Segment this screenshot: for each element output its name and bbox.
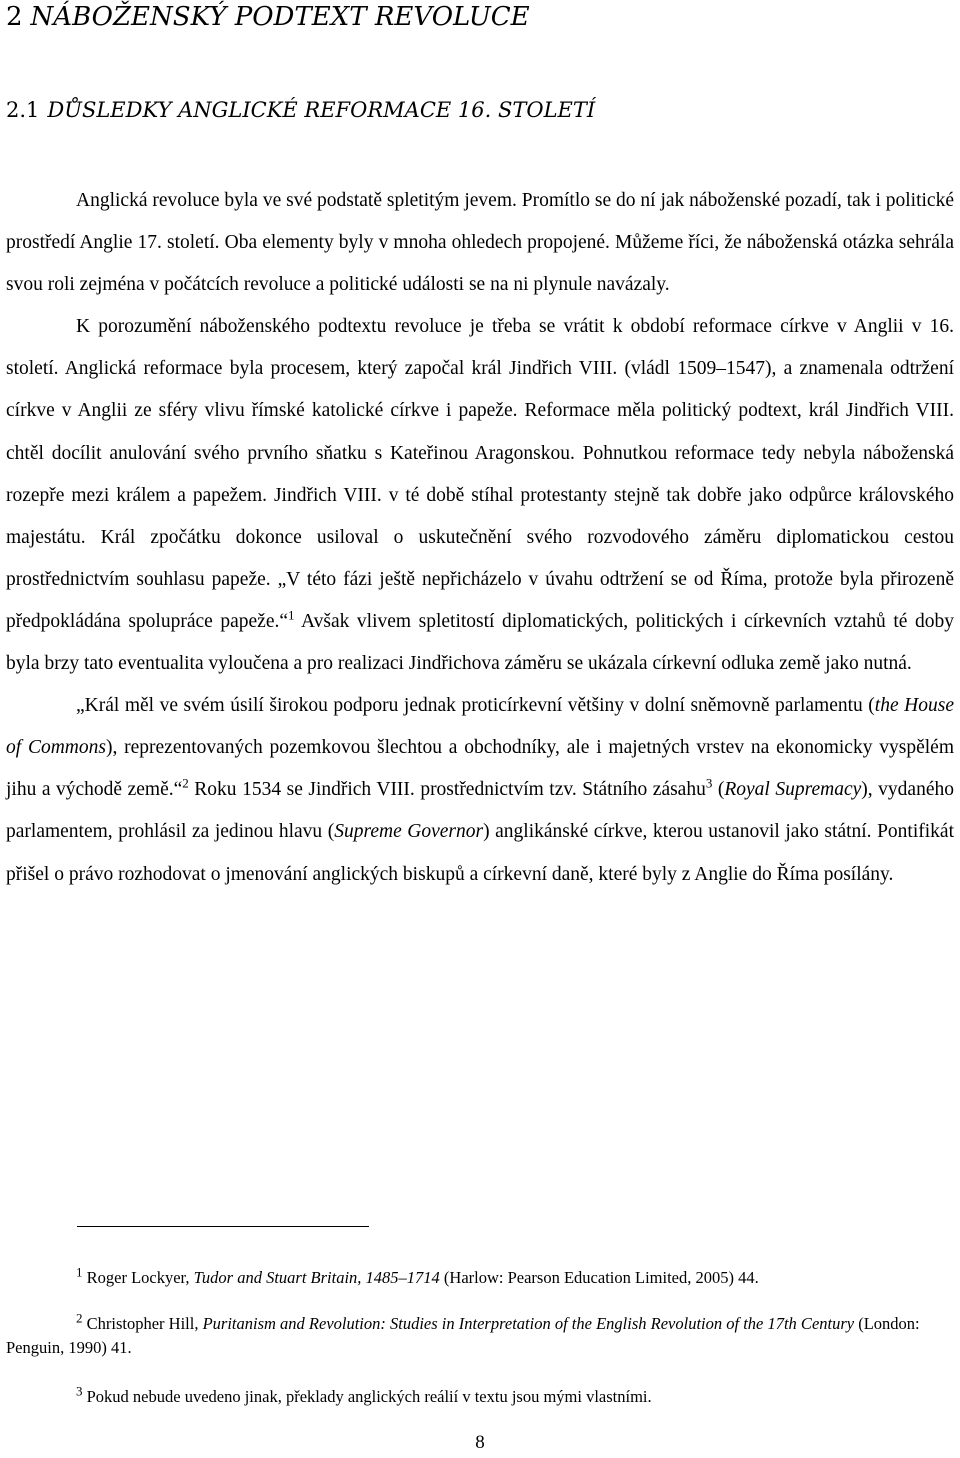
footnote-2-italic: Puritanism and Revolution: Studies in Interpretation of the English Revolution of the 17th Century <box>202 1314 855 1333</box>
paragraph-3-text-4: ( <box>712 779 725 801</box>
paragraph-2-text-b: Avšak vlivem spletitostí diplomatických, politických i církevních vztahů té doby byla brzy tato eventualita vyloučena a pro realizaci Jindřichova záměru se ukázala církevní odluka země jako nutná. <box>6 610 954 675</box>
footnote-2 <box>6 1312 954 1360</box>
body-text <box>6 180 954 896</box>
paragraph-3-text-3: Roku 1534 se Jindřich VIII. prostřednictvím tzv. Státního zásahu <box>188 779 706 801</box>
section-heading <box>6 98 595 122</box>
footnote-separator <box>77 1226 369 1227</box>
footnote-3-text-a: Pokud nebude uvedeno jinak, překlady anglických reálií v textu jsou mými vlastními. <box>86 1387 652 1406</box>
paragraph-3-text-2: ), reprezentovaných pozemkovou šlechtou a obchodníky, ale i majetných vrstev na ekonomicky vyspělém jihu a východě země.“ <box>6 737 954 801</box>
footnote-2-text-b: (London: Penguin, 1990) 41. <box>6 1314 920 1357</box>
footnote-1-number: 1 <box>76 1264 83 1280</box>
paragraph-3 <box>6 685 954 895</box>
paragraph-2-text-a: K porozumění náboženského podtextu revoluce je třeba se vrátit k období reformace církve v Anglii v 16. století. Anglická reformace byla procesem, který započal král Jindřich VIII. (vládl 1509–1547), a znamenala odtržení církve v Anglii ze sféry vlivu římské katolické církve i papeže. Reformace měla politický podtext, král Jindřich VIII. chtěl docílit anulování svého prvního sňatku s Kateřinou Aragonskou. Pohnutkou reformace tedy nebyla náboženská rozepře mezi králem a papežem. Jindřich VIII. v té době stíhal protestanty stejně tak dobře jako odpůrce královského majestátu. Král zpočátku dokonce usiloval o uskutečnění svého rozvodového záměru diplomatickou cestou prostřednictvím souhlasu papeže. „V této fázi ještě nepřicházelo v úvahu odtržení se od Říma, protože byla přirozeně předpokládána spolupráce papeže.“ <box>6 316 954 632</box>
paragraph-3-italic-1: the House of Commons <box>6 695 954 759</box>
footnote-3 <box>6 1385 954 1409</box>
paragraph-3-italic-3: Supreme Governor <box>334 821 484 843</box>
paragraph-1: Anglická revoluce byla ve své podstatě spletitým jevem. Promítlo se do ní jak náboženské pozadí, tak i politické prostředí Anglie 17. století. Oba elementy byly v mnoha ohledech propojené. Můžeme říci, že náboženská otázka sehrála svou roli zejména v počátcích revoluce a politické události se na ni plynule navázaly. <box>6 190 954 296</box>
paragraph-3-italic-2: Royal Supremacy <box>724 779 862 801</box>
page-number: 8 <box>475 1432 485 1453</box>
footnote-ref-3[interactable]: 3 <box>705 775 713 791</box>
paragraph-3-text-6: ) anglikánské církve, kterou ustanovil jako státní. Pontifikát přišel o právo rozhodovat o jmenování anglických biskupů a církevní daně, které byly z Anglie do Říma posílány. <box>6 821 955 885</box>
footnote-1-text-a: Roger Lockyer, <box>86 1268 194 1287</box>
paragraph-3-text-1: „Král měl ve svém úsilí širokou podporu jednak proticírkevní většiny v dolní sněmovně parlamentu ( <box>76 695 875 717</box>
footnote-3-number: 3 <box>76 1383 83 1399</box>
footnote-ref-2[interactable]: 2 <box>182 775 189 791</box>
footnote-2-text-a: Christopher Hill, <box>86 1314 203 1333</box>
chapter-heading <box>6 2 530 32</box>
footnote-1 <box>6 1266 954 1290</box>
footnote-1-text-b: (Harlow: Pearson Education Limited, 2005) 44. <box>439 1268 759 1287</box>
chapter-number: 2 <box>6 2 23 32</box>
section-title: DŮSLEDKY ANGLICKÉ REFORMACE 16. STOLETÍ <box>47 98 596 122</box>
footnote-2-number: 2 <box>76 1310 83 1326</box>
chapter-title: NÁBOŽENSKÝ PODTEXT REVOLUCE <box>30 2 530 32</box>
footnote-1-italic: Tudor and Stuart Britain, 1485–1714 <box>193 1268 440 1287</box>
paragraph-3-text-5: ), vydaného parlamentem, prohlásil za jedinou hlavu ( <box>6 779 954 843</box>
paragraph-2 <box>6 306 954 685</box>
section-number: 2.1 <box>6 98 40 122</box>
footnote-ref-1[interactable]: 1 <box>288 607 295 623</box>
